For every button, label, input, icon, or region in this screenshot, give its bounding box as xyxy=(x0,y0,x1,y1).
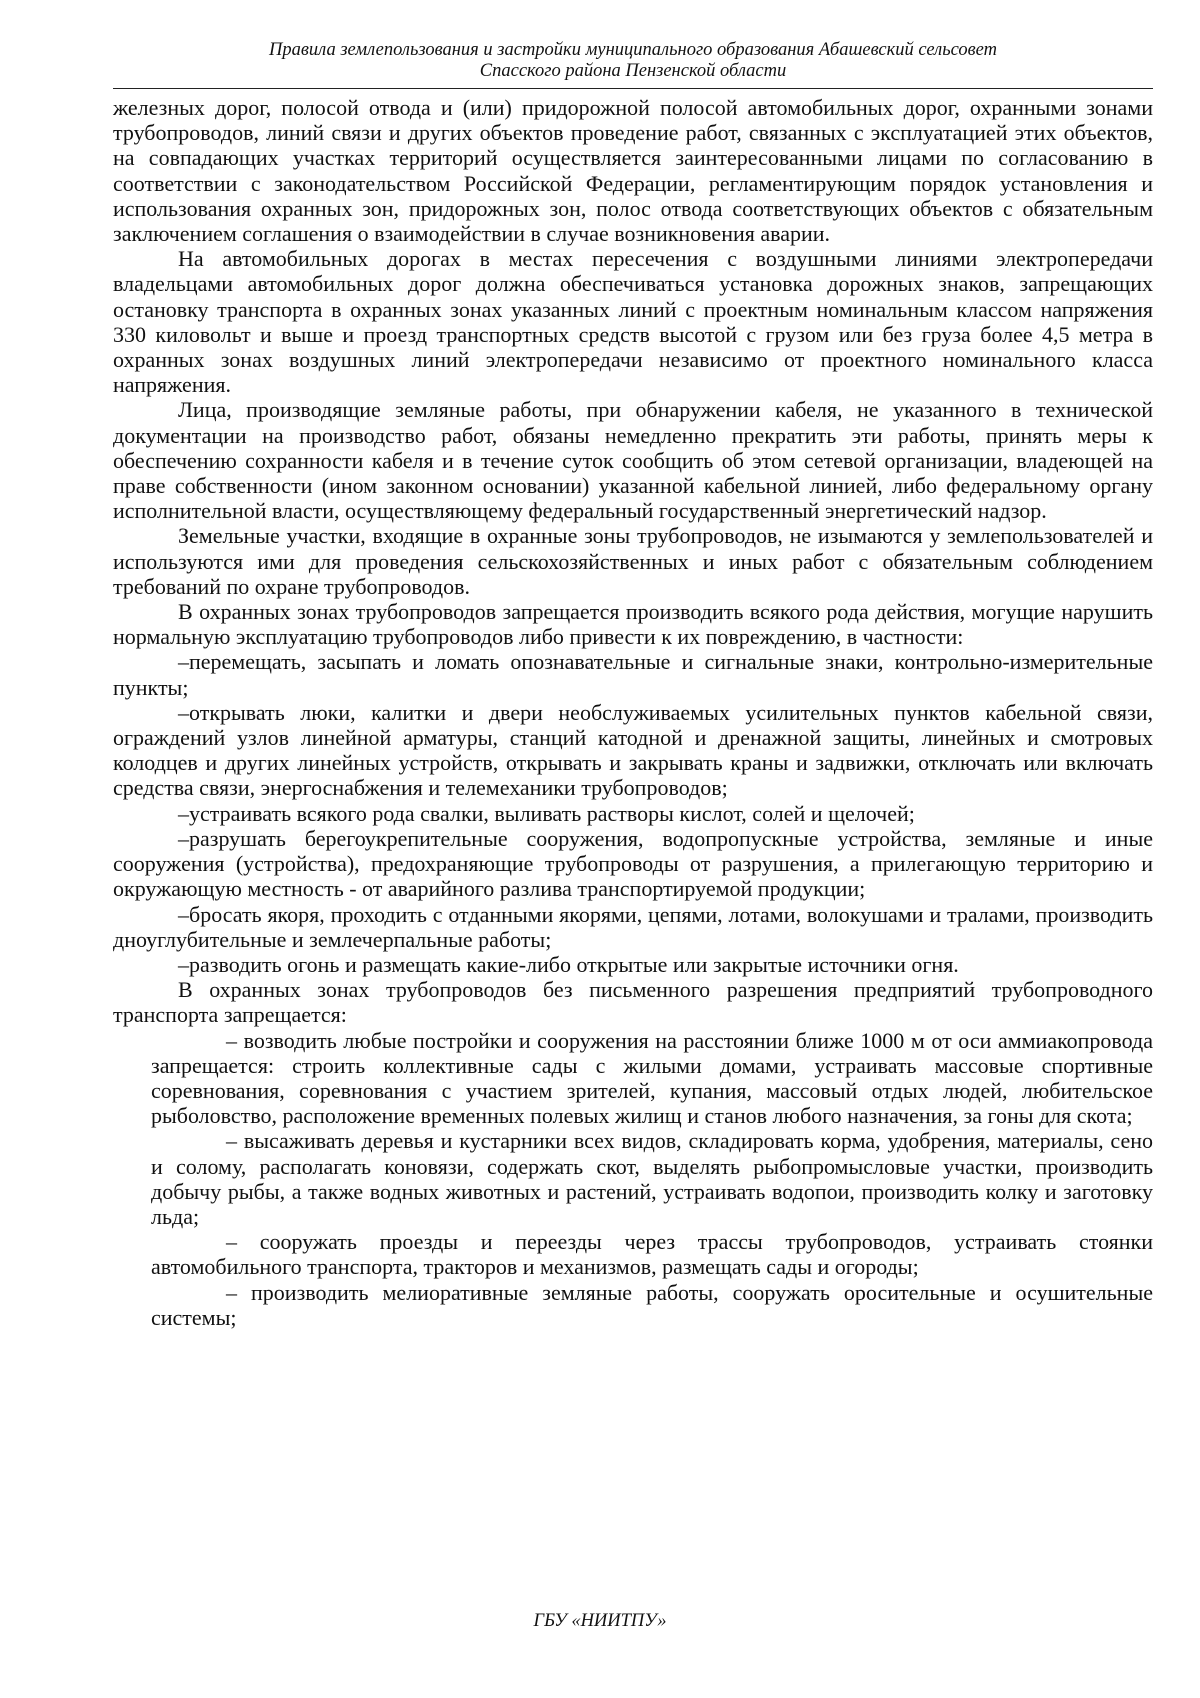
list-item: –устраивать всякого рода свалки, выливать растворы кислот, солей и щелочей; xyxy=(178,800,915,826)
paragraph: На автомобильных дорогах в местах пересечения с воздушными линиями электропередачи владельцами автомобильных дорог должна обеспечиваться установка дорожных знаков, запрещающих остановку транспорта в охранных зонах указанных линий с проектным номинальным классом напряжения 330 киловольт и выше и проезд транспортных средств высотой с грузом или без груза более 4,5 метра в охранных зонах воздушных линий электропередачи независимо от проектного номинального класса напряжения. xyxy=(113,246,1153,398)
list-item: –перемещать, засыпать и ломать опознавательные и сигнальные знаки, контрольно-измерительные пункты; xyxy=(113,649,1153,700)
header-line-2: Спасского района Пензенской области xyxy=(479,61,787,81)
list-item: –разрушать берегоукрепительные сооружения, водопропускные устройства, земляные и иные сооружения (устройства), предохраняющие трубопроводы от разрушения, а прилегающую территорию и окружающую местность - от аварийного разлива транспортируемой продукции; xyxy=(113,825,1153,902)
page-header xyxy=(118,40,1148,82)
header-line-1: Правила землепользования и застройки муниципального образования Абашевский сельсовет xyxy=(269,40,997,60)
paragraph: В охранных зонах трубопроводов без письменного разрешения предприятий трубопроводного транспорта запрещается: xyxy=(113,977,1153,1028)
list-item: – высаживать деревья и кустарники всех видов, складировать корма, удобрения, материалы, сено и солому, располагать коновязи, содержать скот, выделять рыбопромысловые участки, производить добычу рыбы, а также водных животных и растений, устраивать водопои, производить колку и заготовку льда; xyxy=(151,1128,1153,1229)
list-item: – сооружать проезды и переезды через трассы трубопроводов, устраивать стоянки автомобильного транспорта, тракторов и механизмов, размещать сады и огороды; xyxy=(151,1229,1153,1280)
list-item: – производить мелиоративные земляные работы, сооружать оросительные и осушительные системы; xyxy=(151,1279,1153,1330)
paragraph: В охранных зонах трубопроводов запрещается производить всякого рода действия, могущие нарушить нормальную эксплуатацию трубопроводов либо привести к их повреждению, в частности: xyxy=(113,599,1153,650)
document-body xyxy=(113,95,1153,1330)
page-footer: ГБУ «НИИТПУ» xyxy=(533,1611,667,1631)
list-item: – возводить любые постройки и сооружения на расстоянии ближе 1000 м от оси аммиакопровода запрещается: строить коллективные сады с жилыми домами, устраивать массовые спортивные соревнования, соревнования с участием зрителей, купания, массовый отдых людей, любительское рыболовство, расположение временных полевых жилищ и станов любого назначения, за гоны для скота; xyxy=(151,1027,1153,1129)
paragraph: железных дорог, полосой отвода и (или) придорожной полосой автомобильных дорог, охранными зонами трубопроводов, линий связи и других объектов проведение работ, связанных с эксплуатацией этих объектов, на совпадающих участках территорий осуществляется заинтересованными лицами по согласованию в соответствии с законодательством Российской Федерации, регламентирующим порядок установления и использования охранных зон, придорожных зон, полос отвода соответствующих объектов с обязательным заключением соглашения о взаимодействии в случае возникновения аварии. xyxy=(113,95,1153,247)
list-item: –разводить огонь и размещать какие-либо открытые или закрытые источники огня. xyxy=(178,951,959,977)
list-item: –бросать якоря, проходить с отданными якорями, цепями, лотами, волокушами и тралами, производить дноуглубительные и землечерпальные работы; xyxy=(113,901,1153,952)
paragraph: Лица, производящие земляные работы, при обнаружении кабеля, не указанного в технической документации на производство работ, обязаны немедленно прекратить эти работы, принять меры к обеспечению сохранности кабеля и в течение суток сообщить об этом сетевой организации, владеющей на праве собственности (ином законном основании) указанной кабельной линией, либо федеральному органу исполнительной власти, осуществляющему федеральный государственный энергетический надзор. xyxy=(113,397,1153,524)
header-divider xyxy=(113,88,1153,89)
paragraph: Земельные участки, входящие в охранные зоны трубопроводов, не изымаются у землепользователей и используются ими для проведения сельскохозяйственных и иных работ с обязательным соблюдением требований по охране трубопроводов. xyxy=(113,523,1153,599)
list-item: –открывать люки, калитки и двери необслуживаемых усилительных пунктов кабельной связи, ограждений узлов линейной арматуры, станций катодной и дренажной защиты, линейных и смотровых колодцев и других линейных устройств, открывать и закрывать краны и задвижки, отключать или включать средства связи, энергоснабжения и телемеханики трубопроводов; xyxy=(113,699,1153,801)
